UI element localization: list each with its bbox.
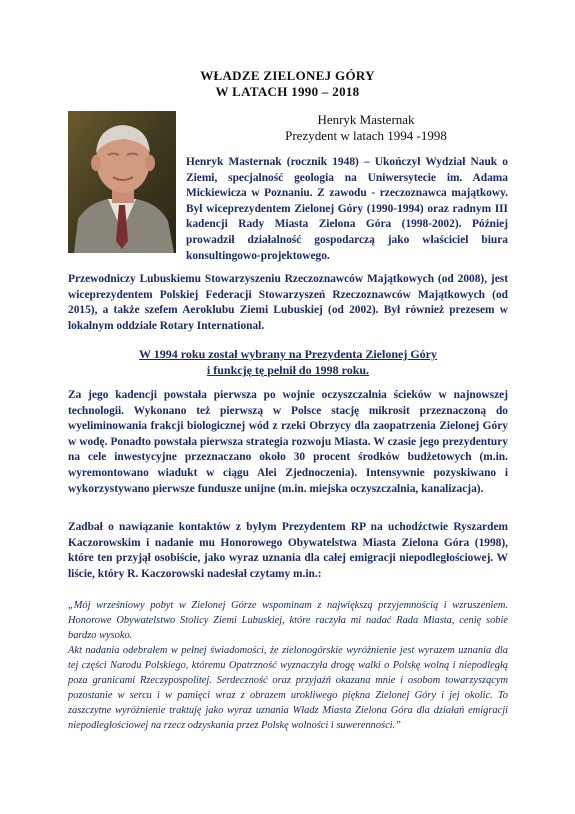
portrait-photo [68,111,176,253]
term-achievements-paragraph: Za jego kadencji powstała pierwsza po wojnie oczyszczalnia ścieków w najnowszej technologii. Wykonano też pierwszą w Polsce stację mikrosit przeznaczoną do wyeliminowania frakcji biologicznej wód z rzeki Obrzycy dla zaopatrzenia Zielonej Góry w wodę. Ponadto powstała pierwsza strategia rozwoju Miasta. W czasie jego prezydentury na cele inwestycyjne przeznaczano około 30 procent środków budżetowych (m.in. wyremontowano wiadukt w ciągu Alei Zjednoczenia). Intensywnie pozyskiwano i wykorzystywano pierwsze fundusze unijne (m.in. miejska oczyszczalnia, kanalizacja). [68,389,508,495]
biography-paragraph: Henryk Masternak (rocznik 1948) – Ukończył Wydział Nauk o Ziemi, specjalność geologia na Uniwersytecie im. Adama Mickiewicza w Poznaniu. Z zawodu - rzeczoznawca majątkowy. Był wiceprezydentem Zielonej Góry (1990-1994) oraz radnym III kadencji Rady Miasta Zielona Góra (1998-2002). Później prowadził działalność gospodarczą jako właściciel biura konsultingowo-projektowego. [186,156,508,262]
page-subtitle: W LATACH 1990 – 2018 [215,84,360,99]
associations-paragraph: Przewodniczy Lubuskiemu Stowarzyszeniu Rzeczoznawców Majątkowych (od 2008), jest wiceprezydentem Polskiej Federacji Stowarzyszeń Rzeczoznawców Majątkowych (od 2015), a także szefem Aeroklubu Ziemi Lubuskiej (od 2002). Był również prezesem w lokalnym oddziale Rotary International. [68,273,508,332]
contacts-paragraph: Zadbał o nawiązanie kontaktów z byłym Prezydentem RP na uchodźctwie Ryszardem Kaczorowskim i nadanie mu Honorowego Obywatelstwa Miasta Zielona Góra (1998), które ten przyjął osobiście, jako wyraz uznania dla całej emigracji niepodległościowej. W liście, który R. Kaczorowski nadesłał czytamy m.in.: [68,521,508,580]
election-heading-line2: i funkcję tę pełnił do 1998 roku. [206,363,370,377]
letter-quote-1: „Mój wrześniowy pobyt w Zielonej Górze wspominam z największą przyjemnością i wzruszeniem. Honorowe Obywatelstwo Stolicy Ziemi Lubuskiej, które raczyła mi nadać Rada Miasta, cenię sobie bardzo wysoko. [68,600,508,641]
portrait-illustration [68,111,176,253]
election-heading-line1: W 1994 roku został wybrany na Prezydenta Zielonej Góry [139,347,437,361]
letter-quote-2: Akt nadania odebrałem w pełnej świadomości, że zielonogórskie wyróżnienie jest wyrazem uznania dla tej części Narodu Polskiego, któremu Opatrzność wyznaczyła drogę walki o Polskę wolną i niepodległą poza granicami Rzeczypospolitej. Serdeczność oraz przyjaźń okazana mnie i osobom towarzyszącym pozostanie w sercu i w pamięci wraz z obrazem urokliwego piękna Zielonej Góry i jej okolic. To zaszczytne wyróżnienie traktuję jako wyraz uznania Władz Miasta Zielona Góra dla działań emigracji niepodległościowej na rzecz odzyskania przez Polskę wolności i suwerenności.” [68,645,508,731]
page-title: WŁADZE ZIELONEJ GÓRY [200,68,375,83]
person-role: Prezydent w latach 1994 -1998 [285,128,447,143]
person-name: Henryk Masternak [317,112,415,127]
